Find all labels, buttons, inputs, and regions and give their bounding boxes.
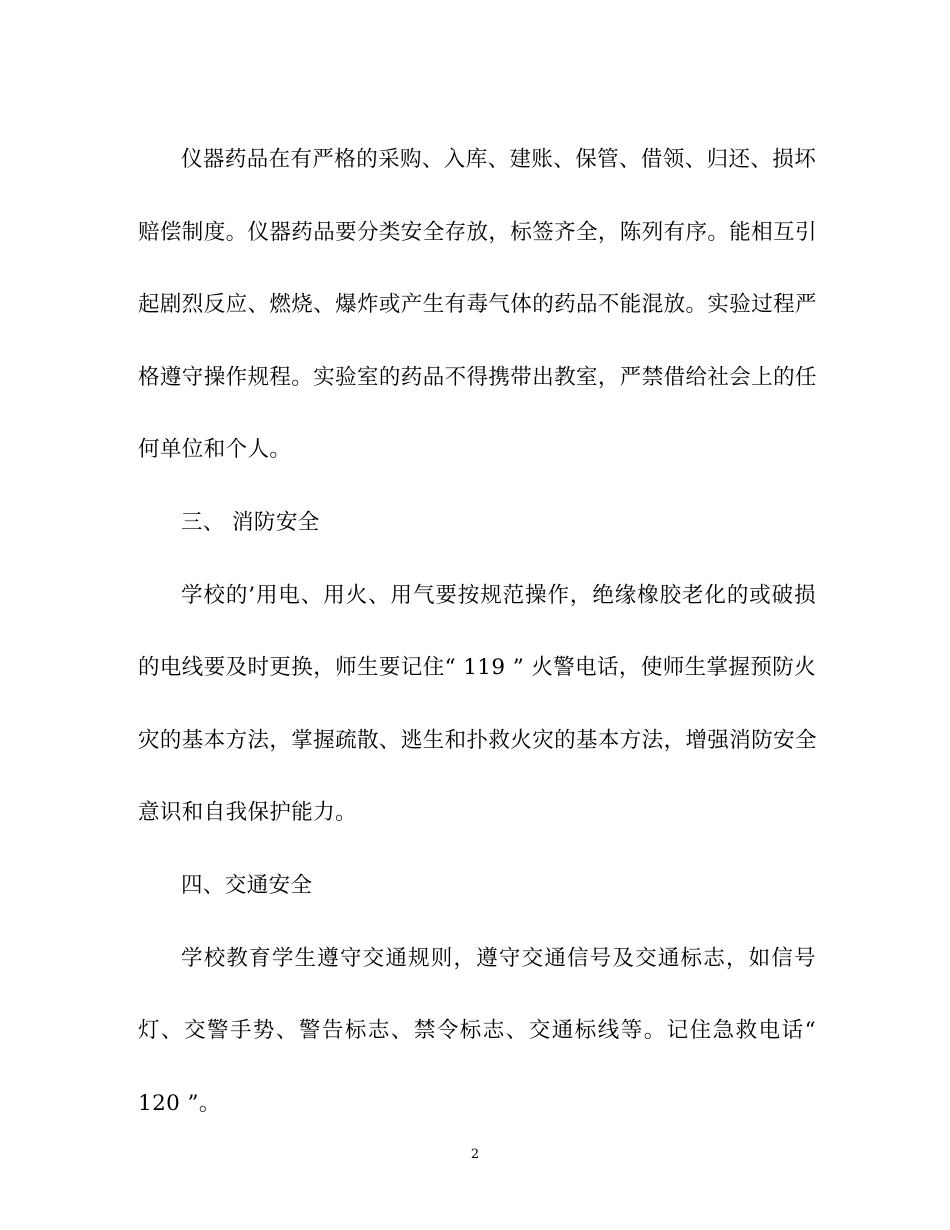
text-line: 赔偿制度。仪器药品要分类安全存放，标签齐全，陈列有序。能相互引 xyxy=(138,219,817,245)
text-line: 学校教育学生遵守交通规则，遵守交通信号及交通标志，如信号 xyxy=(181,945,816,971)
paragraph-traffic-safety xyxy=(138,923,816,1141)
paragraph-fire-safety xyxy=(138,560,816,850)
text-line: 起剧烈反应、燃烧、爆炸或产生有毒气体的药品不能混放。实验过程严 xyxy=(138,292,817,318)
section-heading-traffic-safety xyxy=(138,850,816,923)
page-number: 2 xyxy=(470,1147,480,1162)
section-heading: 三、 消防安全 xyxy=(181,509,320,535)
section-heading-fire-safety xyxy=(138,487,816,560)
text-line: 格遵守操作规程。实验室的药品不得携带出教室，严禁借给社会上的任 xyxy=(138,364,817,390)
section-heading: 四、交通安全 xyxy=(181,872,313,898)
text-line: 仪器药品在有严格的采购、入库、建账、保管、借领、归还、损坏 xyxy=(181,147,817,172)
text-line: 何单位和个人。 xyxy=(138,437,292,463)
text-line: 的电线要及时更换，师生要记住“ 119 ” 火警电话，使师生掌握预防火 xyxy=(138,655,817,681)
document-body xyxy=(138,124,816,1140)
text-line: 灾的基本方法，掌握疏散、逃生和扑救火灾的基本方法，增强消防安全 xyxy=(138,727,817,753)
text-line: 意识和自我保护能力。 xyxy=(138,800,358,826)
text-line: 120 ”。 xyxy=(138,1090,221,1116)
paragraph-lab-materials xyxy=(138,124,816,487)
text-line: 学校的’用电、用火、用气要按规范操作，绝缘橡胶老化的或破损 xyxy=(181,582,816,608)
text-line: 灯、交警手势、警告标志、禁令标志、交通标线等。记住急救电话“ xyxy=(138,1018,816,1044)
